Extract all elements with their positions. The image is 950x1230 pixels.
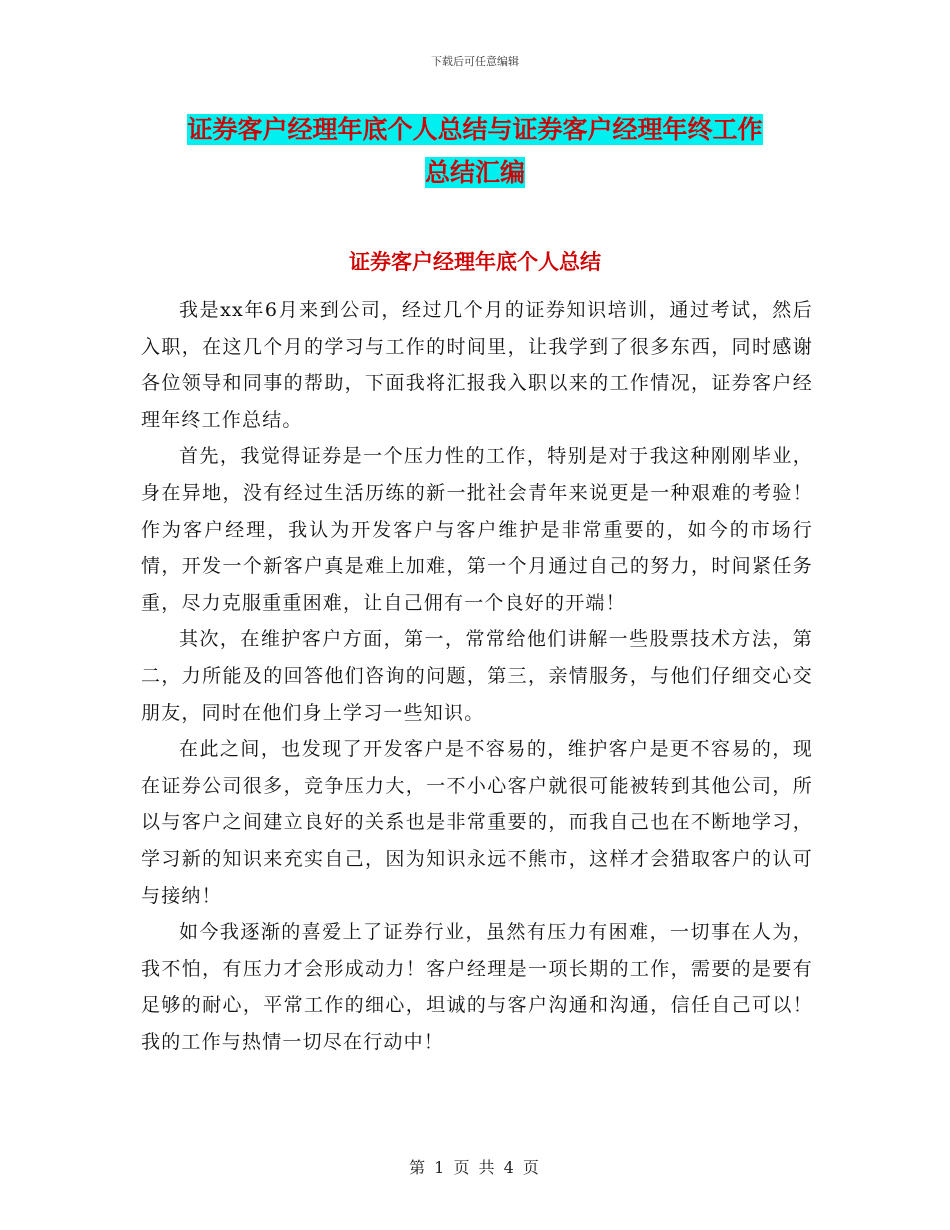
page-footer: 第 1 页 共 4 页: [409, 1158, 541, 1177]
document-title-line1: 证券客户经理年底个人总结与证券客户经理年终工作: [187, 115, 763, 144]
header-note: 下载后可任意编辑: [431, 55, 519, 68]
section-title: 证券客户经理年底个人总结: [349, 250, 601, 274]
paragraph-3: 其次，在维护客户方面，第一，常常给他们讲解一些股票技术方法，第二，力所能及的回答他们咨询的问题，第三，亲情服务，与他们仔细交心交朋友，同时在他们身上学习一些知识。: [141, 628, 813, 724]
document-title: [140, 108, 810, 194]
paragraph-2: 首先，我觉得证券是一个压力性的工作，特别是对于我这种刚刚毕业，身在异地，没有经过生活历练的新一批社会青年来说更是一种艰难的考验！作为客户经理，我认为开发客户与客户维护是非常重要的，如今的市场行情，开发一个新客户真是难上加难，第一个月通过自己的努力，时间紧任务重，尽力克服重重困难，让自己佣有一个良好的开端！: [141, 445, 813, 614]
paragraph-1: 我是xx年6月来到公司，经过几个月的证券知识培训，通过考试，然后入职，在这几个月的学习与工作的时间里，让我学到了很多东西，同时感谢各位领导和同事的帮助，下面我将汇报我入职以来的工作情况，证券客户经理年终工作总结。: [141, 299, 813, 431]
paragraph-4: 在此之间，也发现了开发客户是不容易的，维护客户是更不容易的，现在证券公司很多，竞争压力大，一不小心客户就很可能被转到其他公司，所以与客户之间建立良好的关系也是非常重要的，而我自己也在不断地学习，学习新的知识来充实自己，因为知识永远不熊市，这样才会猎取客户的认可与接纳！: [141, 738, 813, 907]
paragraph-5: 如今我逐渐的喜爱上了证券行业，虽然有压力有困难，一切事在人为，我不怕，有压力才会形成动力！客户经理是一项长期的工作，需要的是要有足够的耐心，平常工作的细心，坦诚的与客户沟通和沟通，信任自己可以！我的工作与热情一切尽在行动中！: [141, 921, 813, 1053]
body-text: [141, 292, 813, 1060]
document-title-line2: 总结汇编: [424, 158, 525, 187]
